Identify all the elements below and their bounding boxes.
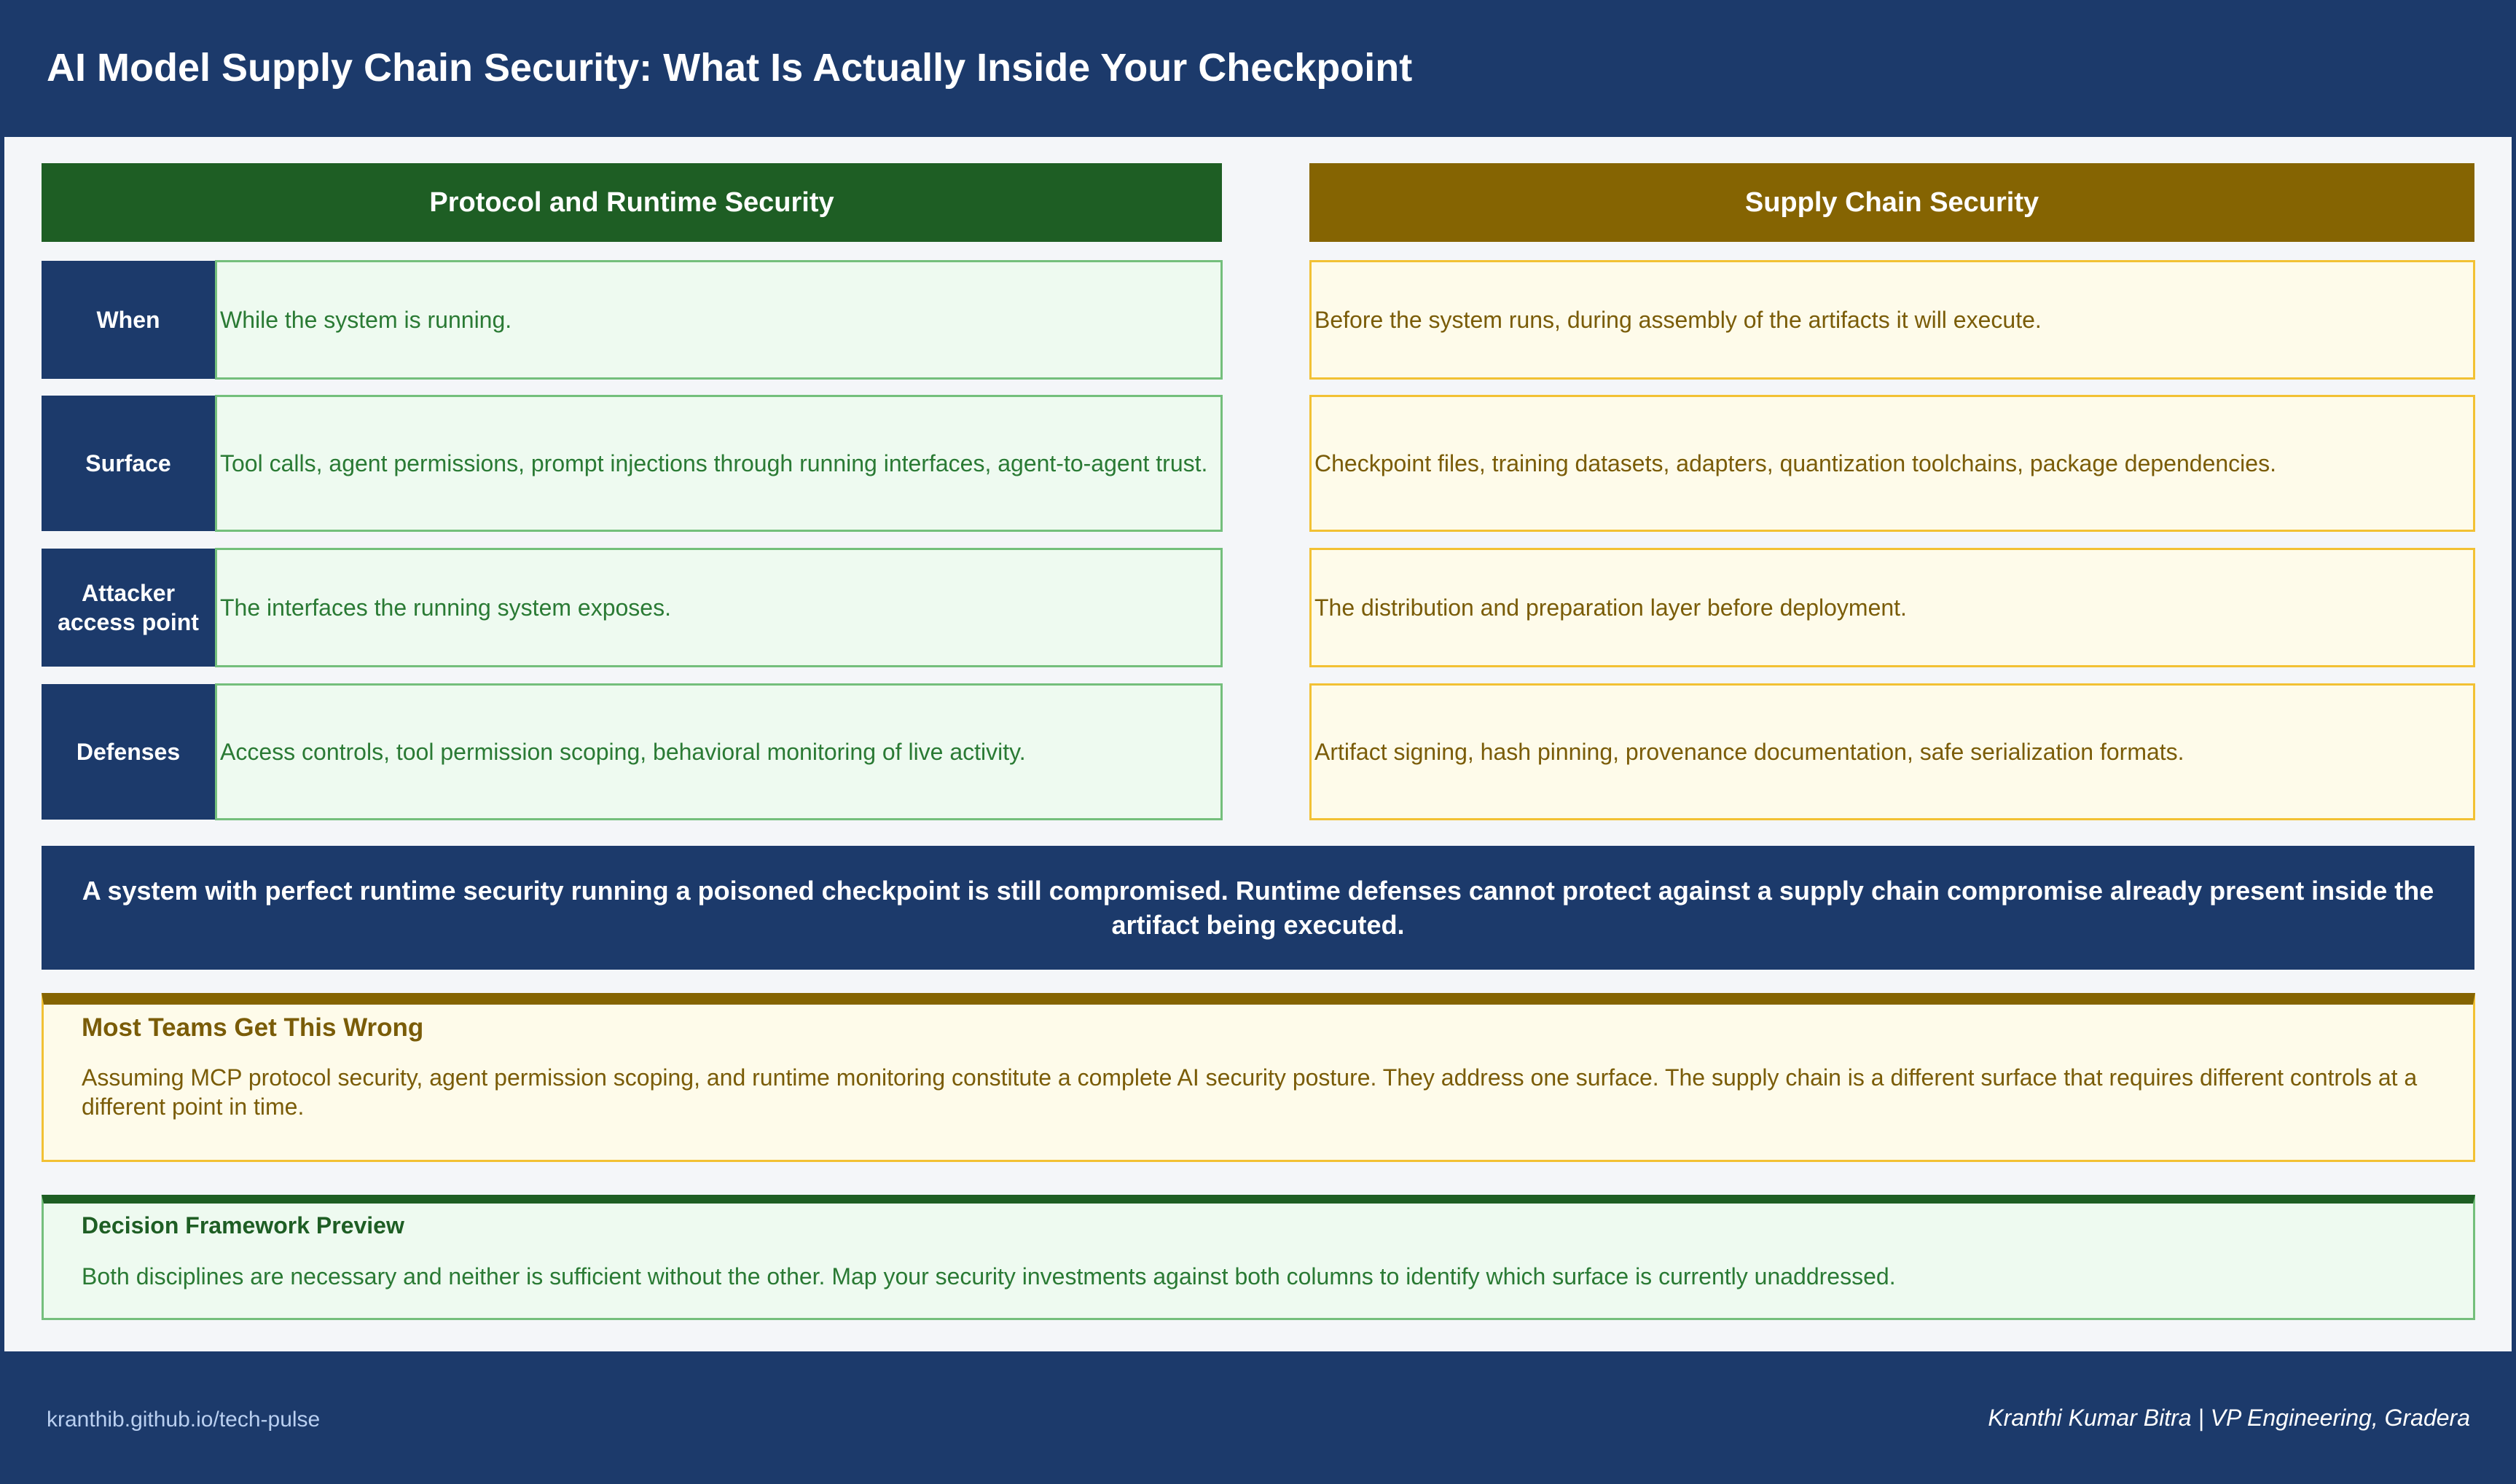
- runtime-cell-when: While the system is running.: [215, 260, 1223, 380]
- supply-cell-surface: Checkpoint files, training datasets, adapters, quantization toolchains, package dependencies.: [1309, 395, 2475, 532]
- supply-cell-defenses: Artifact signing, hash pinning, provenance documentation, safe serialization formats.: [1309, 683, 2475, 820]
- main-content: [4, 137, 2512, 1351]
- footer-link[interactable]: kranthib.github.io/tech-pulse: [47, 1408, 321, 1432]
- row-label-surface: Surface: [42, 396, 215, 531]
- decision-framework-title: Decision Framework Preview: [82, 1212, 404, 1238]
- footer-author-credit: Kranthi Kumar Bitra | VP Engineering, Gradera: [1988, 1405, 2470, 1431]
- runtime-cell-defenses: Access controls, tool permission scoping, behavioral monitoring of live activity.: [215, 683, 1223, 820]
- header-bar: [0, 0, 2516, 137]
- row-label-when: When: [42, 261, 215, 379]
- supply-cell-when: Before the system runs, during assembly of the artifacts it will execute.: [1309, 260, 2475, 380]
- warning-body: Assuming MCP protocol security, agent permission scoping, and runtime monitoring constitute a complete AI security posture. They address one surface. The supply chain is a different surface that requires different controls at a different point in time.: [82, 1064, 2418, 1120]
- decision-framework-body: Both disciplines are necessary and neither is sufficient without the other. Map your security investments against both columns to identify which surface is currently unaddressed.: [82, 1263, 1896, 1289]
- warning-box: [42, 993, 2475, 1162]
- runtime-column-header: Protocol and Runtime Security: [42, 163, 1222, 242]
- runtime-cell-surface: Tool calls, agent permissions, prompt injections through running interfaces, agent-to-agent trust.: [215, 395, 1223, 532]
- supply-column-header: Supply Chain Security: [1309, 163, 2474, 242]
- supply-cell-attacker-access-point: The distribution and preparation layer before deployment.: [1309, 548, 2475, 667]
- key-callout-banner: A system with perfect runtime security running a poisoned checkpoint is still compromised. Runtime defenses cannot protect against a supply chain compromise already present inside the artifact being executed.: [42, 846, 2474, 970]
- warning-title: Most Teams Get This Wrong: [82, 1013, 424, 1042]
- decision-framework-box: [42, 1195, 2475, 1320]
- footer-bar: [0, 1351, 2516, 1484]
- page-title: AI Model Supply Chain Security: What Is Actually Inside Your Checkpoint: [47, 46, 1413, 90]
- row-label-defenses: Defenses: [42, 684, 215, 820]
- row-label-attacker-access-point: Attacker access point: [42, 549, 215, 667]
- runtime-cell-attacker-access-point: The interfaces the running system exposes.: [215, 548, 1223, 667]
